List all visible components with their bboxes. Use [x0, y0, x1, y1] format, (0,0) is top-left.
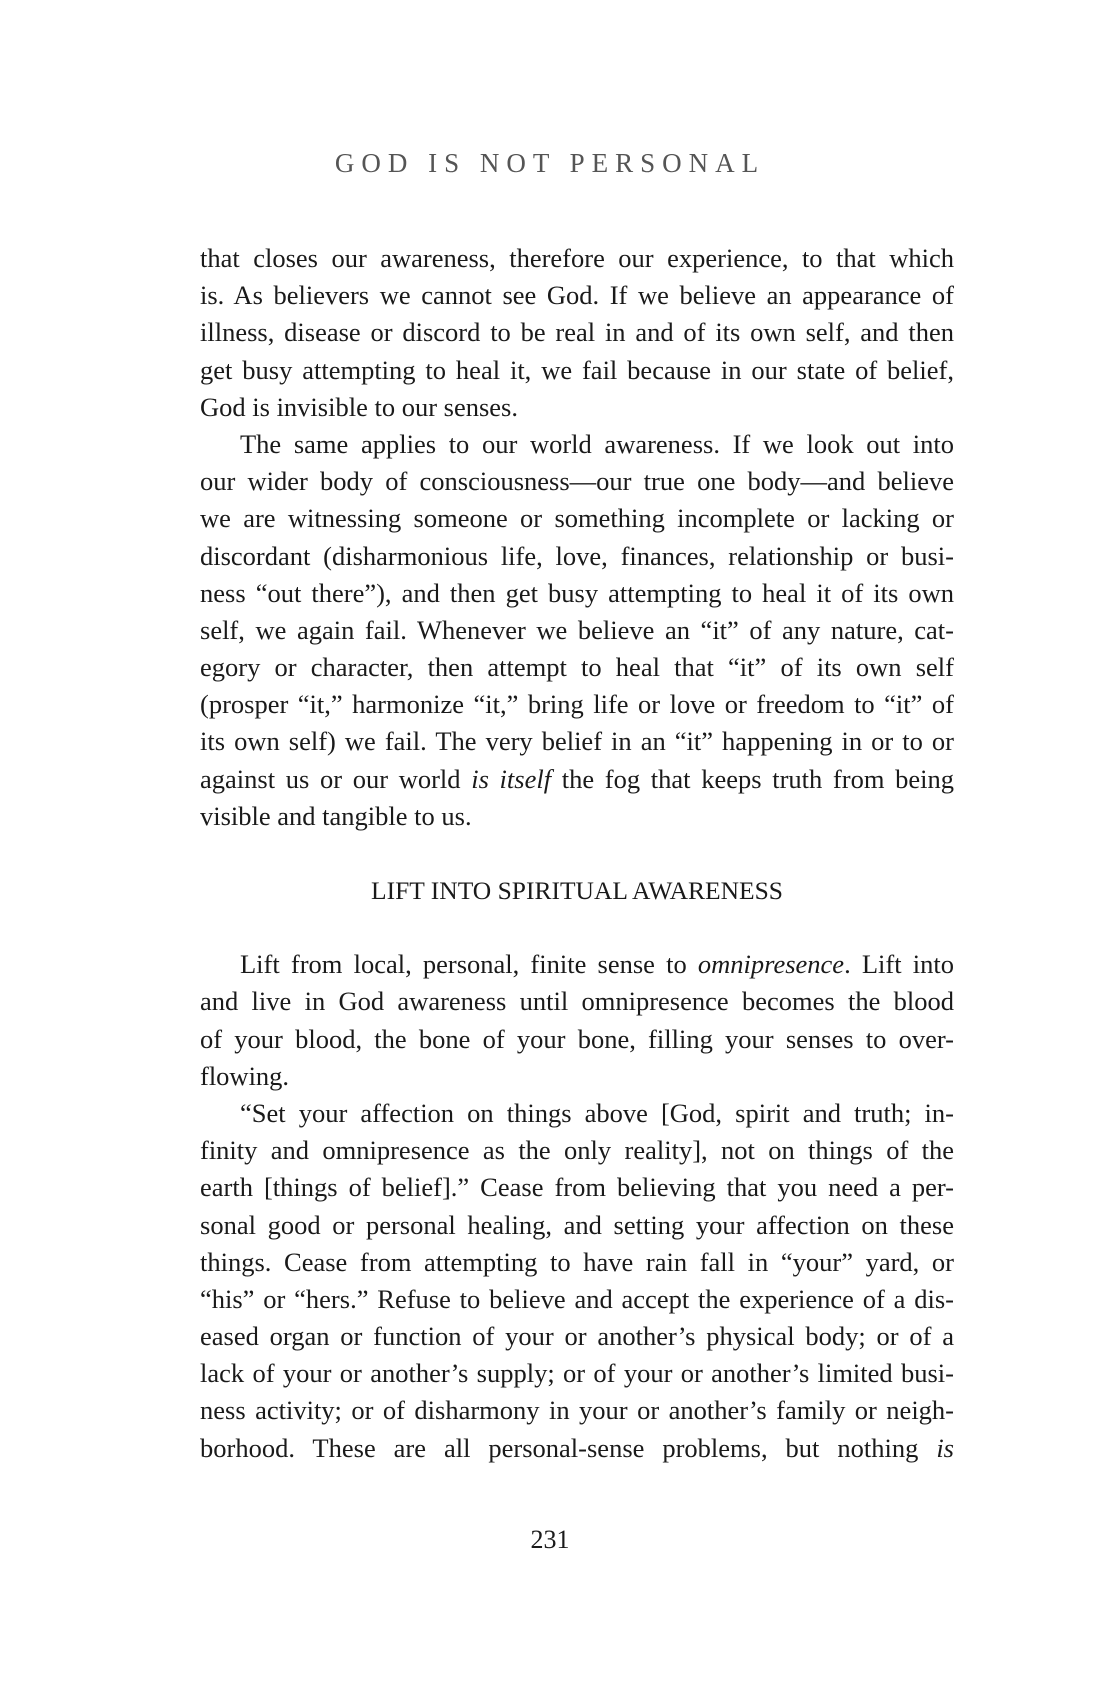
text-line: “his” or “hers.” Refuse to believe and accept the experience of a dis-	[200, 1283, 954, 1314]
text-line: its own self) we fail. The very belief in an “it” happening in or to or	[200, 726, 954, 757]
text-line: is. As believers we cannot see God. If we believe an appearance of	[200, 280, 954, 311]
text-line: self, we again fail. Whenever we believe an “it” of any nature, cat-	[200, 614, 954, 645]
text-line: of your blood, the bone of your bone, filling your senses to over-	[200, 1023, 954, 1054]
text-line: (prosper “it,” harmonize “it,” bring life or love or freedom to “it” of	[200, 689, 954, 720]
emphasis-text: omnipresence	[697, 949, 845, 980]
emphasis-text: is	[936, 1432, 954, 1463]
text-run: against us or our world	[200, 763, 472, 794]
text-line: ness “out there”), and then get busy attempting to heal it of its own	[200, 577, 954, 608]
text-line: sonal good or personal healing, and setting your affection on these	[200, 1209, 954, 1240]
text-line	[200, 761, 954, 798]
text-line: our wider body of consciousness—our true one body—and believe	[200, 466, 954, 497]
text-line: that closes our awareness, therefore our experience, to that which	[200, 243, 954, 273]
text-line: discordant (disharmonious life, love, finances, relationship or busi-	[200, 540, 954, 571]
text-line: The same applies to our world awareness. If we look out into	[240, 428, 954, 459]
text-run: borhood. These are all personal-sense problems, but nothing	[200, 1432, 937, 1463]
page-body	[200, 240, 954, 1467]
running-head: GOD IS NOT PERSONAL	[334, 148, 766, 178]
text-line	[200, 1430, 954, 1467]
text-line: illness, disease or discord to be real in and of its own self, and then	[200, 317, 954, 348]
text-line: flowing.	[200, 1060, 290, 1091]
text-line: and live in God awareness until omnipresence becomes the blood	[200, 986, 954, 1017]
text-line: we are witnessing someone or something incomplete or lacking or	[200, 503, 954, 534]
text-line: visible and tangible to us.	[200, 800, 472, 831]
text-line: egory or character, then attempt to heal that “it” of its own self	[200, 652, 954, 683]
page-number: 231	[530, 1525, 570, 1554]
text-line: God is invisible to our senses.	[200, 391, 518, 422]
text-line	[200, 946, 954, 983]
text-line: ness activity; or of disharmony in your or another’s family or neigh-	[200, 1395, 954, 1426]
text-line: eased organ or function of your or another’s physical body; or of a	[200, 1321, 954, 1352]
text-line: lack of your or another’s supply; or of your or another’s limited busi-	[200, 1358, 954, 1389]
text-line: finity and omnipresence as the only reality], not on things of the	[200, 1135, 954, 1166]
text-run: . Lift into	[844, 949, 954, 980]
emphasis-text: is itself	[471, 763, 552, 794]
text-line: things. Cease from attempting to have rain fall in “your” yard, or	[200, 1246, 954, 1277]
text-line: get busy attempting to heal it, we fail because in our state of belief,	[200, 354, 954, 385]
text-run: the fog that keeps truth from being	[551, 763, 954, 794]
text-line: earth [things of belief].” Cease from believing that you need a per-	[200, 1172, 954, 1203]
section-heading: LIFT INTO SPIRITUAL AWARENESS	[371, 876, 783, 905]
text-run: Lift from local, personal, finite sense to	[240, 949, 698, 980]
text-line: “Set your affection on things above [God, spirit and truth; in-	[240, 1097, 954, 1128]
